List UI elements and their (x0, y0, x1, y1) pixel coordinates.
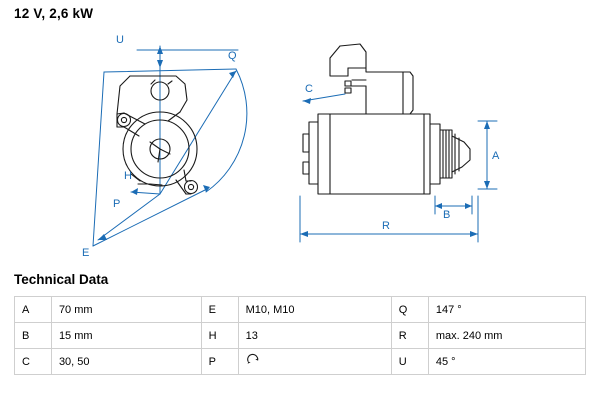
label-e: E (82, 247, 90, 259)
technical-data-heading: Technical Data (14, 272, 109, 287)
page-title: 12 V, 2,6 kW (14, 6, 94, 21)
row-value-u: 45 ° (428, 349, 585, 375)
starter-motor-drawing (0, 24, 600, 264)
row-value-e: M10, M10 (238, 297, 391, 323)
row-key-h: H (201, 323, 238, 349)
row-key-u: U (391, 349, 428, 375)
label-u: U (116, 34, 124, 46)
left-view-group (82, 34, 247, 259)
label-b: B (443, 209, 451, 221)
label-h: H (124, 170, 132, 182)
row-key-e: E (201, 297, 238, 323)
table-row (15, 323, 586, 349)
label-a: A (492, 150, 500, 162)
label-p: P (113, 198, 121, 210)
row-value-r: max. 240 mm (428, 323, 585, 349)
row-key-c: C (15, 349, 52, 375)
row-value-a: 70 mm (51, 297, 201, 323)
technical-data-table (14, 296, 586, 375)
row-value-p (238, 349, 391, 375)
row-key-r: R (391, 323, 428, 349)
rotation-icon (246, 353, 260, 370)
row-value-b: 15 mm (51, 323, 201, 349)
row-key-a: A (15, 297, 52, 323)
label-r: R (382, 220, 390, 232)
row-key-p: P (201, 349, 238, 375)
row-value-q: 147 ° (428, 297, 585, 323)
label-c: C (305, 83, 313, 95)
table-row (15, 297, 586, 323)
row-key-b: B (15, 323, 52, 349)
table-row (15, 349, 586, 375)
row-value-h: 13 (238, 323, 391, 349)
row-key-q: Q (391, 297, 428, 323)
right-view-group (300, 44, 500, 242)
row-value-c: 30, 50 (51, 349, 201, 375)
label-q: Q (228, 50, 237, 62)
